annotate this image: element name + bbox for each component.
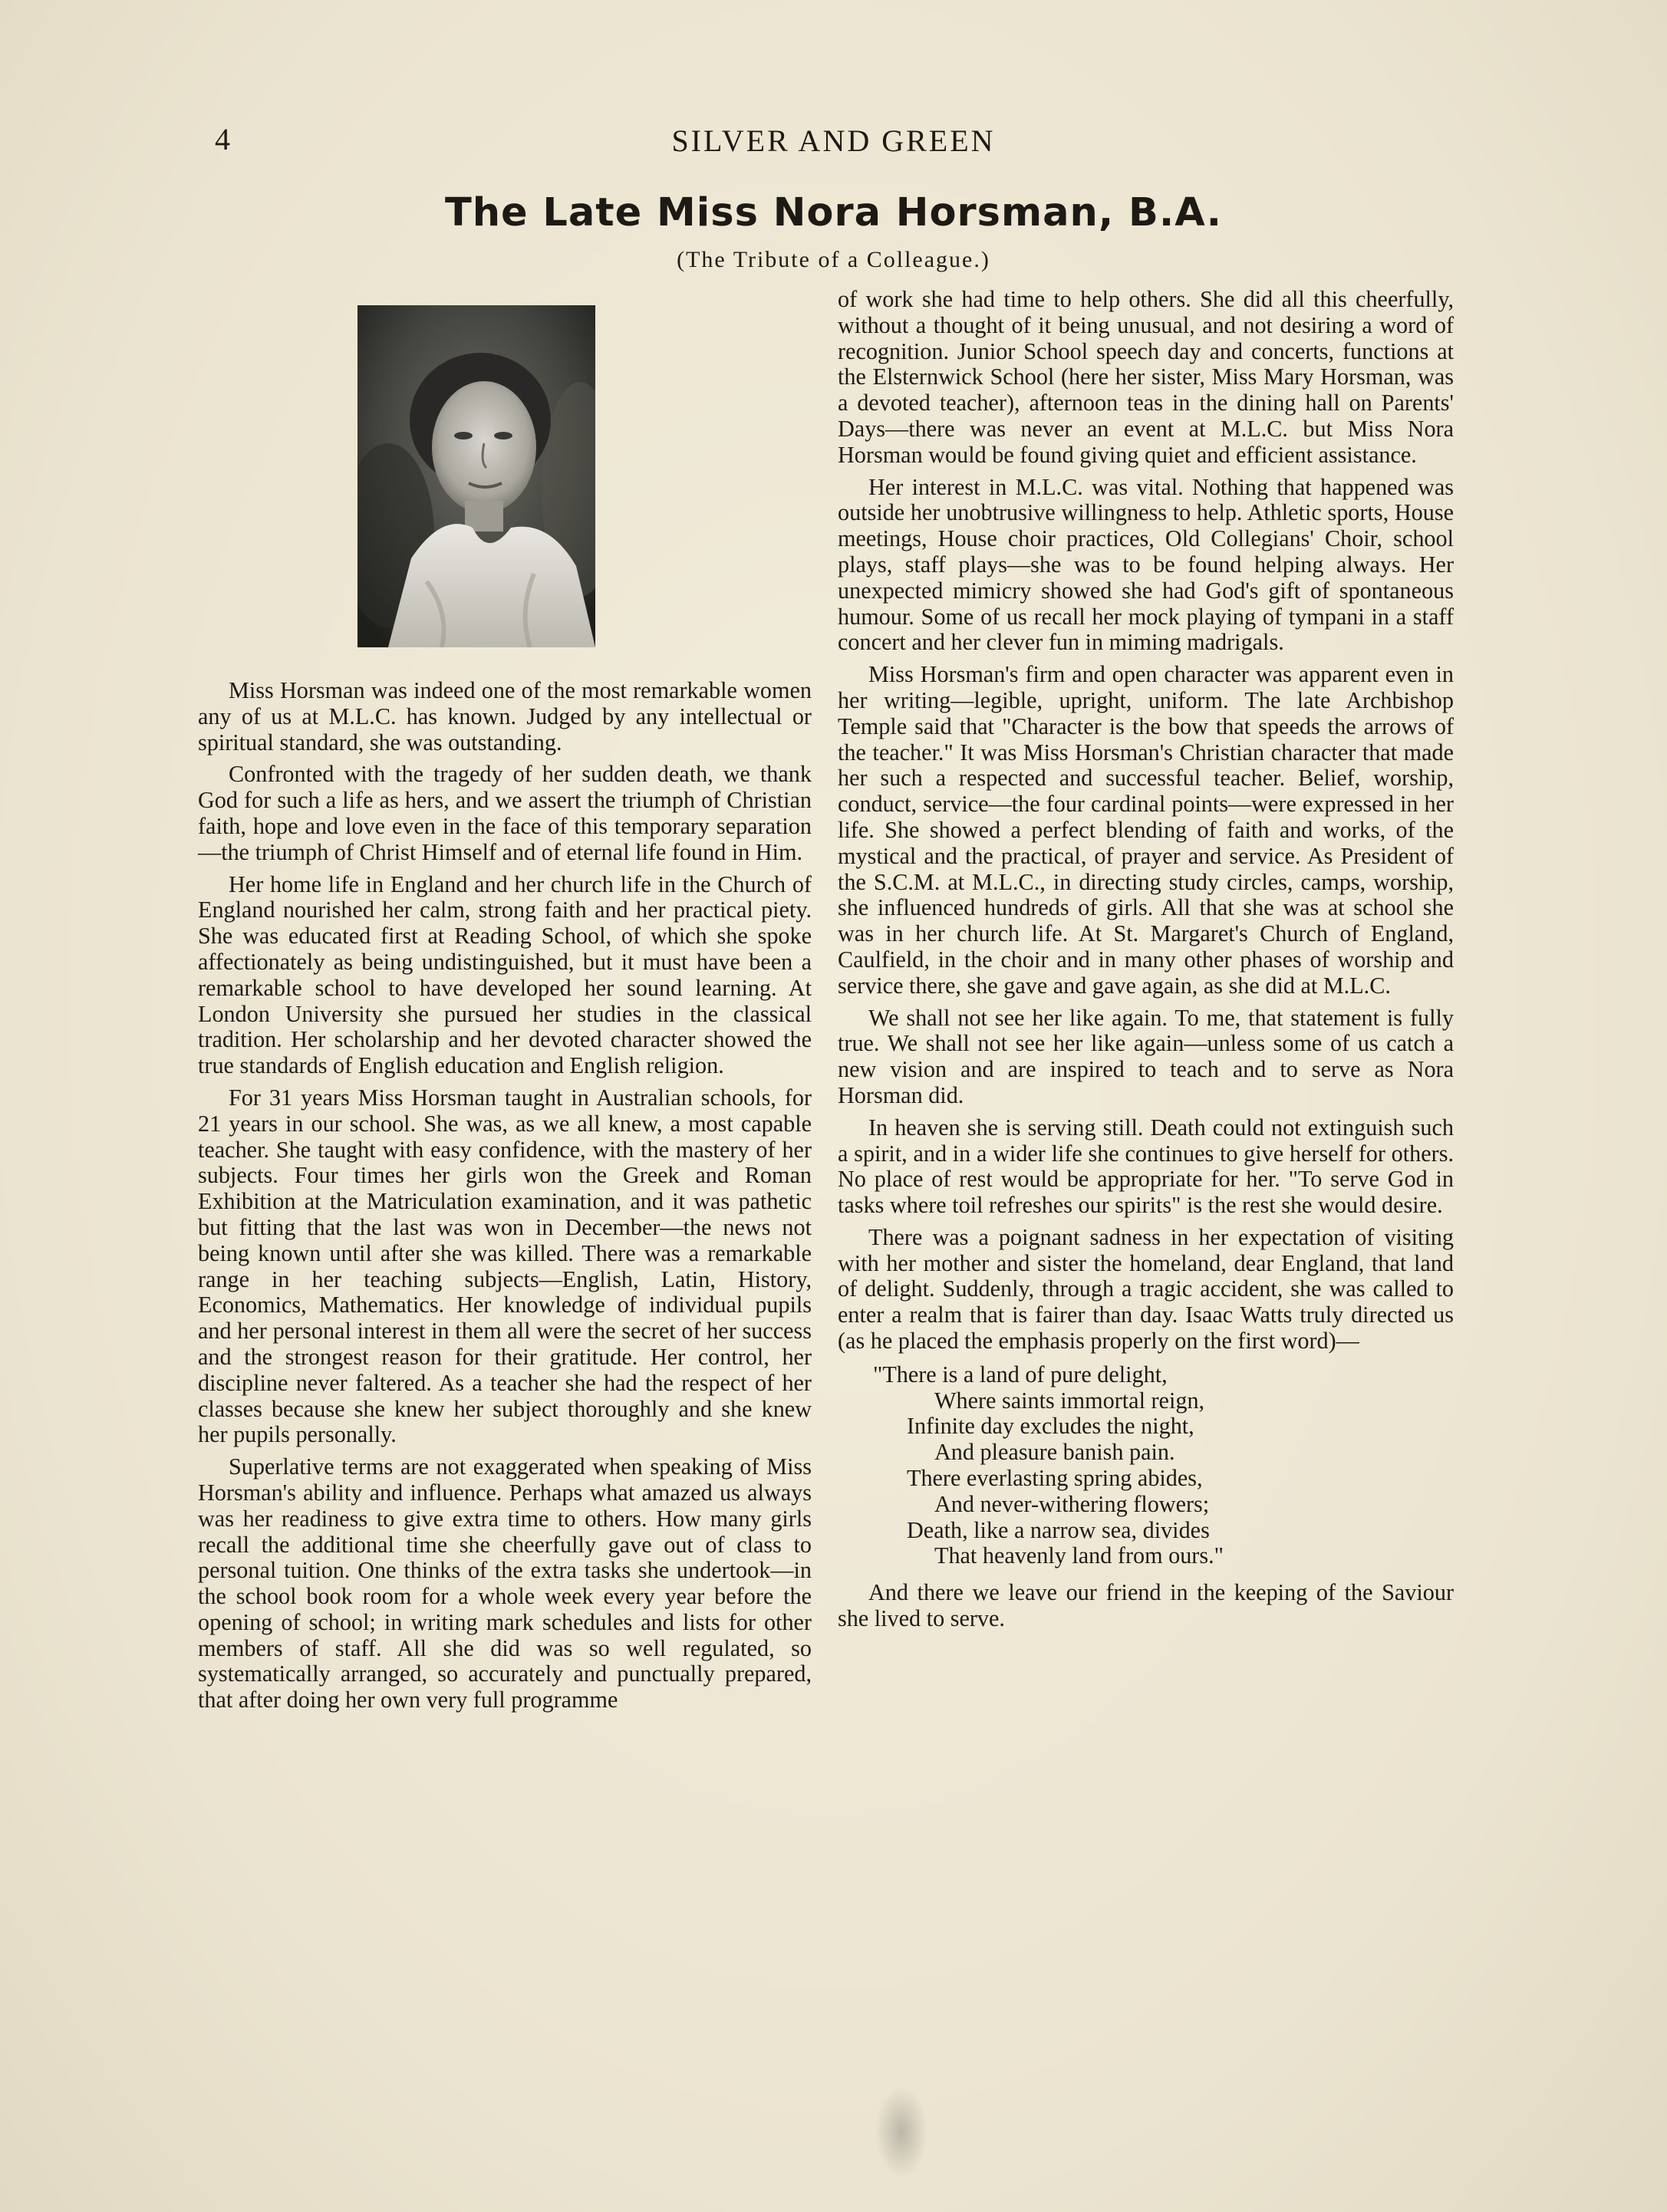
poem-line: Where saints immortal reign, bbox=[934, 1387, 1205, 1414]
poem-line: "There is a land of pure delight, bbox=[873, 1361, 1168, 1387]
right-paragraph: In heaven she is serving still. Death could not extinguish such a spirit, and in a wider life she continues to give herself for others. No place of rest would be appropriate for her. "To serve God in tasks where toil refreshes our spirits" is the rest she would desire. bbox=[838, 1114, 1454, 1219]
left-paragraph: Superlative terms are not exaggerated when speaking of Miss Horsman's ability and influence. Perhaps what amazed us always was her readiness to give extra time to others. How many girls recall the additional time she cheerfully gave out of class to personal tuition. One thinks of the extra tasks she undertook—in the school book room for a whole week every year before the opening of school; in writing mark schedules and lists for other members of staff. All she did was so well regulated, so systematically arranged, so accurately and punctually prepared, that after doing her own very full programme bbox=[198, 1453, 812, 1713]
right-paragraph: Her interest in M.L.C. was vital. Nothing that happened was outside her unobtrusive willingness to help. Athletic sports, House meetings, House choir practices, Old Collegians' Choir, school plays, staff plays—she was to be found helping always. Her unexpected mimicry showed she had God's gift of spontaneous humour. Some of us recall her mock playing of tympani in a staff concert and her clever fun in miming madrigals. bbox=[838, 473, 1454, 656]
poem-line: And never-withering flowers; bbox=[934, 1490, 1210, 1517]
left-column bbox=[198, 678, 812, 1720]
poem-line: That heavenly land from ours." bbox=[934, 1542, 1224, 1569]
left-paragraph: Confronted with the tragedy of her sudden death, we thank God for such a life as hers, and we assert the triumph of Christian faith, hope and love even in the face of this temporary separation—the triumph of Christ Himself and of eternal life found in Him. bbox=[198, 761, 812, 865]
portrait-image bbox=[357, 305, 595, 647]
poem-line: And pleasure banish pain. bbox=[934, 1439, 1175, 1466]
poem-line: Infinite day excludes the night, bbox=[907, 1413, 1194, 1440]
right-column bbox=[838, 287, 1454, 1638]
article-title: The Late Miss Nora Horsman, B.A. bbox=[444, 190, 1223, 235]
hymn-quotation bbox=[838, 1362, 1454, 1569]
left-paragraph: Miss Horsman was indeed one of the most remarkable women any of us at M.L.C. has known. Judged by any intellectual or spiritual standard, she was outstanding. bbox=[198, 677, 812, 755]
closing-paragraph: And there we leave our friend in the keeping of the Saviour she lived to serve. bbox=[838, 1579, 1454, 1632]
article-subtitle: (The Tribute of a Colleague.) bbox=[677, 247, 990, 272]
running-head: SILVER AND GREEN bbox=[671, 123, 996, 158]
right-paragraph: We shall not see her like again. To me, that statement is fully true. We shall not see her like again—unless some of us catch a new vision and are inspired to teach and to serve as Nora Horsman did. bbox=[838, 1004, 1454, 1108]
poem-line: There everlasting spring abides, bbox=[907, 1465, 1203, 1492]
left-paragraph: Her home life in England and her church life in the Church of England nourished her calm, strong faith and her practical piety. She was educated first at Reading School, of which she spoke affectionately as being undistinguished, but it must have been a remarkable school to have developed her sound learning. At London University she pursued her studies in the classical tradition. Her scholarship and her devoted character showed the true standards of English education and English religion. bbox=[198, 871, 812, 1079]
right-continuation: of work she had time to help others. She did all this cheerfully, without a thought of it being unusual, and not desiring a word of recognition. Junior School speech day and concerts, functions at the Elsternwick School (here her sister, Miss Mary Horsman, was a devoted teacher), afternoon teas in the dining hall on Parents' Days—there was never an event at M.L.C. but Miss Nora Horsman would be found giving quiet and efficient assistance. bbox=[838, 286, 1454, 468]
right-paragraph: Miss Horsman's firm and open character was apparent even in her writing—legible, upright, uniform. The late Archbishop Temple said that "Character is the bow that speeds the arrows of the teacher." It was Miss Horsman's Christian character that made her such a respected and successful teacher. Belief, worship, conduct, service—the four cardinal points—were expressed in her life. She showed a perfect blending of faith and works, of the mystical and the practical, of prayer and service. As President of the S.C.M. at M.L.C., in directing study circles, camps, worship, she influenced hundreds of girls. All that she was at school she was in her church life. At St. Margaret's Church of England, Caulfield, in the choir and in many other phases of worship and service there, she gave and gave again, as she did at M.L.C. bbox=[838, 661, 1454, 999]
page-number: 4 bbox=[215, 122, 230, 156]
portrait-photo bbox=[357, 305, 595, 647]
poem-line: Death, like a narrow sea, divides bbox=[907, 1516, 1210, 1543]
left-paragraph: For 31 years Miss Horsman taught in Australian schools, for 21 years in our school. She was, as we all knew, a most capable teacher. She taught with easy confidence, with the mastery of her subjects. Four times her girls won the Greek and Roman Exhibition at the Matriculation examination, and it was pathetic but fitting that the last was won in December—the news not being known until after she was killed. There was a remarkable range in her teaching subjects—English, Latin, History, Economics, Mathematics. Her knowledge of individual pupils and her personal interest in them all were the secret of her success and the strongest reason for their gratitude. Her control, her discipline never faltered. As a teacher she had the respect of her classes because she knew her subject thoroughly and she knew her pupils personally. bbox=[198, 1084, 812, 1448]
scan-smudge bbox=[875, 2086, 928, 2178]
right-paragraph: There was a poignant sadness in her expectation of visiting with her mother and sister the homeland, dear England, that land of delight. Suddenly, through a tragic accident, she was called to enter a realm that is fairer than day. Isaac Watts truly directed us (as he placed the emphasis properly on the first word)— bbox=[838, 1223, 1454, 1355]
